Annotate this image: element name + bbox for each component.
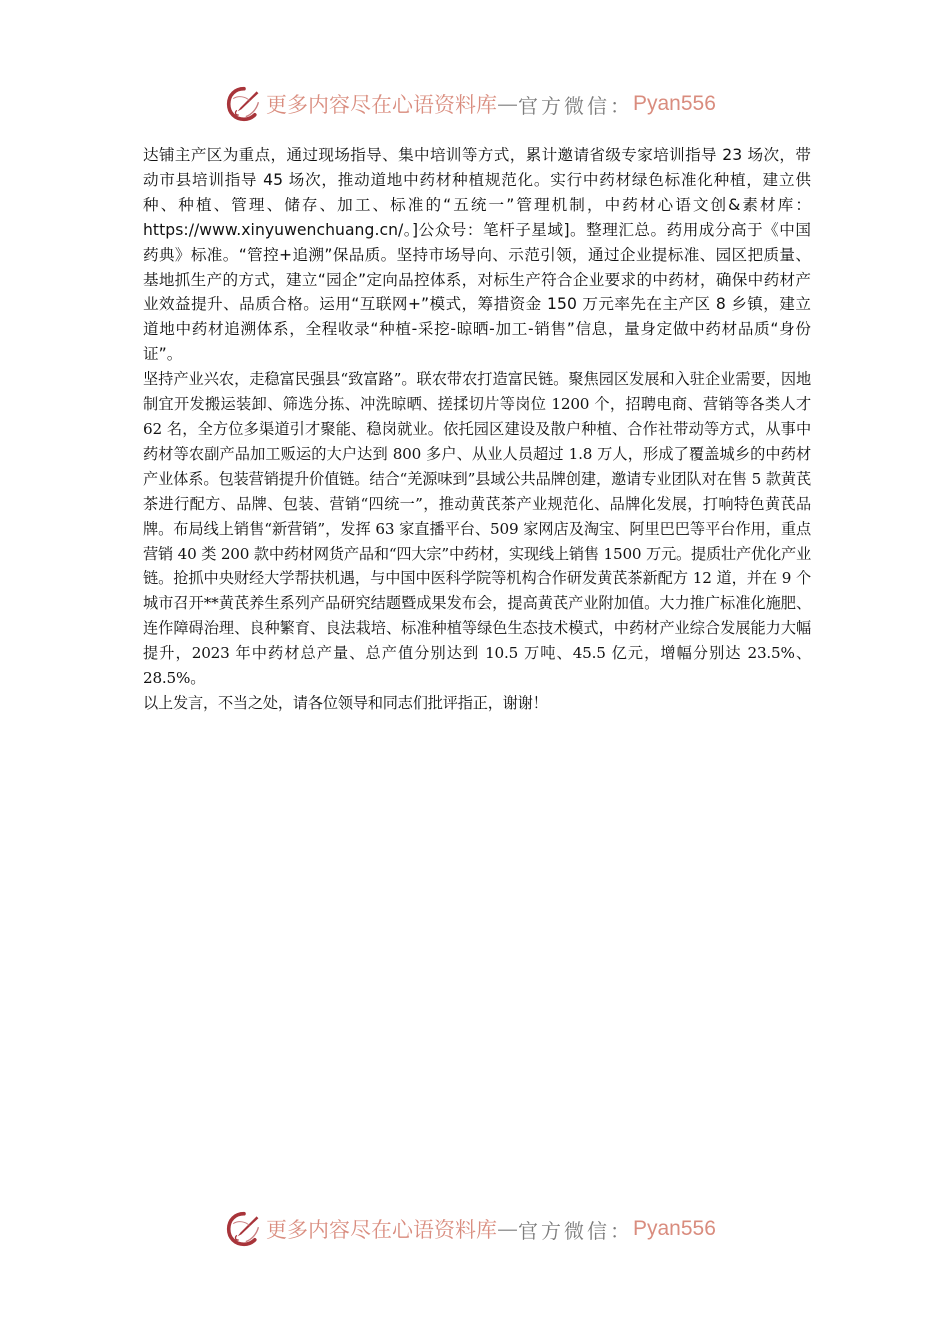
quill-pen-logo-icon (226, 1211, 262, 1247)
paragraph-closing-remarks: 以上发言，不当之处，请各位领导和同志们批评指正，谢谢！ (143, 693, 548, 712)
banner-wechat-id: Pyan556 (633, 92, 716, 115)
banner-slogan: 更多内容尽在心语资料库 (266, 93, 497, 117)
paragraph-quality-control: 达铺主产区为重点，通过现场指导、集中培训等方式，累计邀请省级专家培训指导 23 场次，带动市县培训指导 45 场次，推动道地中药材种植规范化。实行中药材绿色标准化种植，建立供种、种植、管理、储存、加工、标准的“五统一”管理机制，中药材心语文创&素材库：https://www.xinyuwenchuang.cn/。]公众号：笔杆子星域]。整理汇总。药用成分高于《中国药典》标准。“管控+追溯”保品质。坚持市场导向、示范引领，通过企业提标准、园区把质量、基地抓生产的方式，建立“园企”定向品控体系，对标生产符合企业要求的中药材，确保中药材产业效益提升、品质合格。运用“互联网+”模式，筹措资金 150 万元率先在主产区 8 乡镇，建立道地中药材追溯体系，全程收录“种植-采挖-晾晒-加工-销售”信息，量身定做中药材品质“身份证”。 (143, 146, 811, 364)
quill-pen-logo-icon (226, 86, 262, 122)
banner-slogan: 更多内容尽在心语资料库 (266, 1218, 497, 1242)
footer-banner (226, 1209, 726, 1249)
header-banner (226, 84, 726, 124)
banner-wechat-label: 官方微信： (518, 93, 633, 118)
banner-wechat-id: Pyan556 (633, 1217, 716, 1240)
document-body (143, 143, 811, 716)
banner-dash: — (497, 1217, 518, 1241)
banner-dash: — (497, 92, 518, 116)
paragraph-industry-development: 坚持产业兴农，走稳富民强县“致富路”。联农带农打造富民链。聚焦园区发展和入驻企业需要，因地制宜开发搬运装卸、筛选分拣、冲洗晾晒、搓揉切片等岗位 1200 个，招聘电商、营销等各类人才 62 名，全方位多渠道引才聚能、稳岗就业。依托园区建设及散户种植、合作社带动等方式，从事中药材等农副产品加工贩运的大户达到 800 多户、从业人员超过 1.8 万人，形成了覆盖城乡的中药材产业体系。包装营销提升价值链。结合“羌源味到”县域公共品牌创建，邀请专业团队对在售 5 款黄芪茶进行配方、品牌、包装、营销“四统一”，推动黄芪茶产业规范化、品牌化发展，打响特色黄芪品牌。布局线上销售“新营销”，发挥 63 家直播平台、509 家网店及淘宝、阿里巴巴等平台作用，重点营销 40 类 200 款中药材网货产品和“四大宗”中药材，实现线上销售 1500 万元。提质壮产优化产业链。抢抓中央财经大学帮扶机遇，与中国中医科学院等机构合作研发黄芪茶新配方 12 道，并在 9 个城市召开**黄芪养生系列产品研究结题暨成果发布会，提高黄芪产业附加值。大力推广标准化施肥、连作障碍治理、良种繁育、良法栽培、标准种植等绿色生态技术模式，中药材产业综合发展能力大幅提升，2023 年中药材总产量、总产值分别达到 10.5 万吨、45.5 亿元，增幅分别达 23.5%、28.5%。 (143, 370, 811, 688)
banner-wechat-label: 官方微信： (518, 1218, 633, 1243)
